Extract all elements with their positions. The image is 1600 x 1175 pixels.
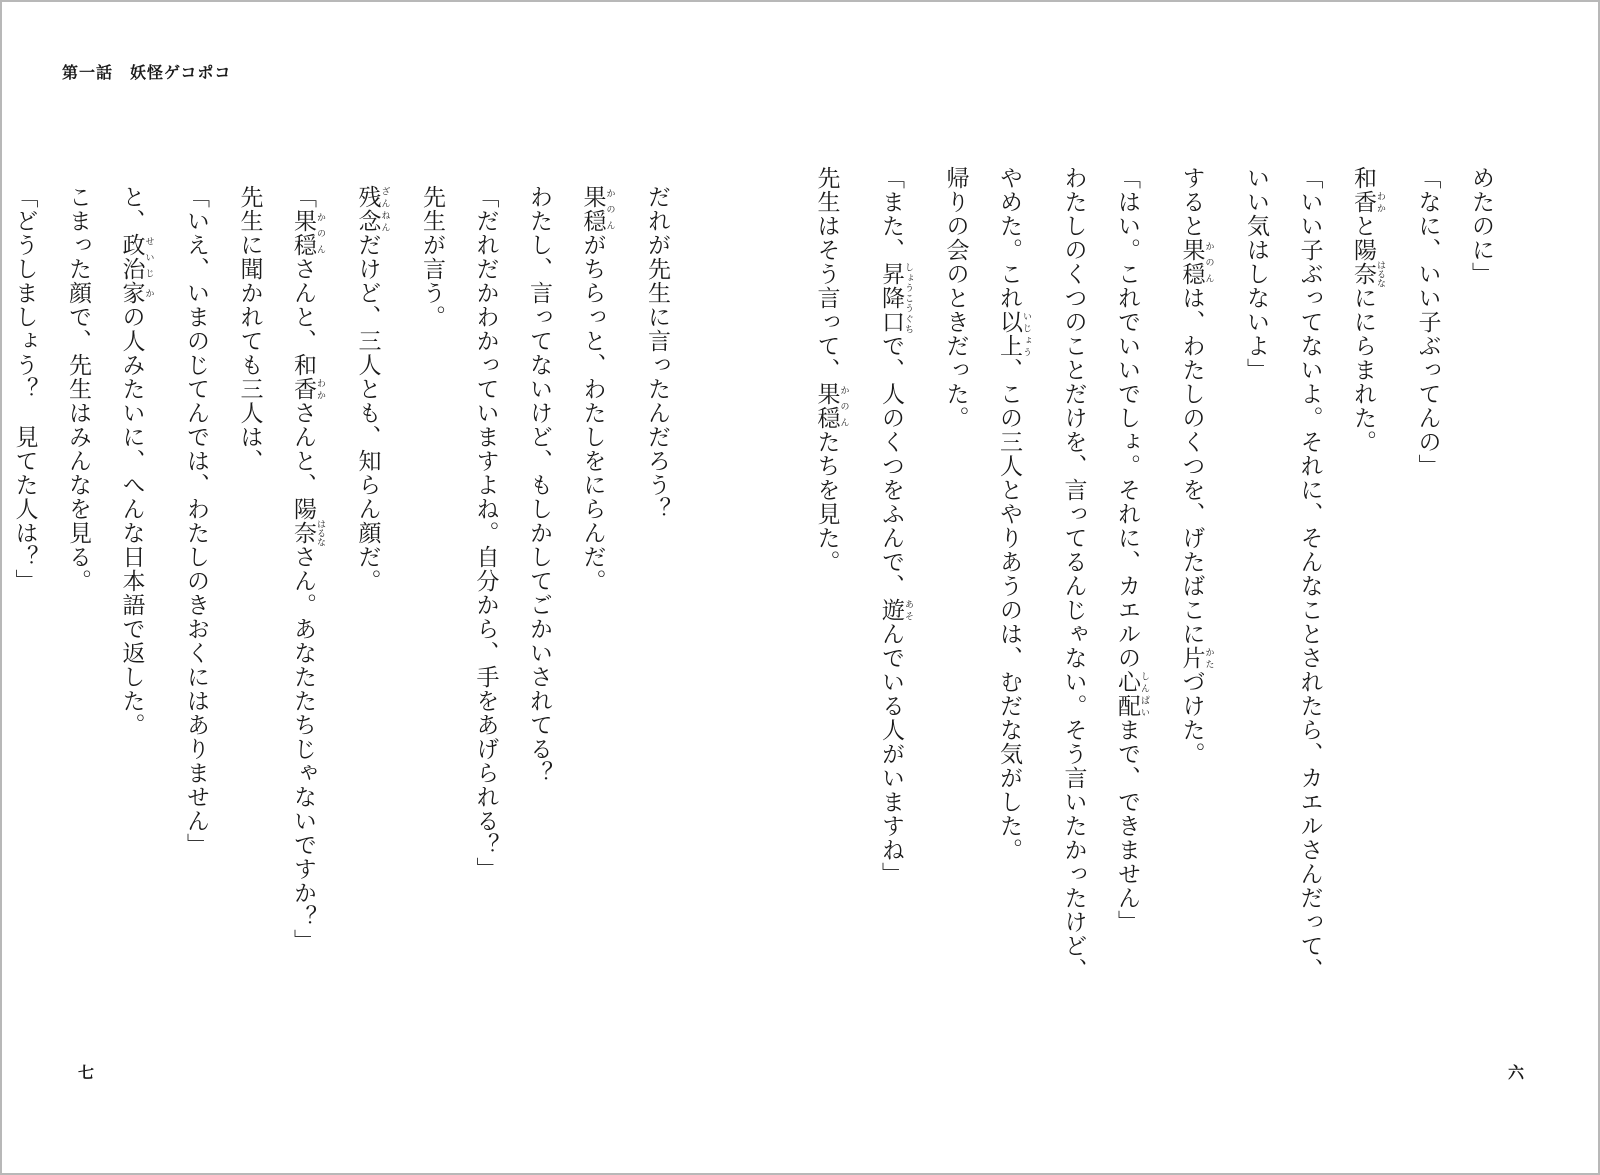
text-line: と、政治 せいじ家 かの人みたいに、へんな日本語で返した。 <box>118 185 154 737</box>
text-line: だれが先生に言ったんだろう？ <box>644 185 670 521</box>
chapter-number: 第一話 <box>62 63 114 82</box>
text-line: 「果穏 かのんさんと、和香 わかさんと、陽奈 はるなさん。あなたたちじゃないですか？」 <box>290 185 325 953</box>
text-line: 「なに、いい子ぶってんの」 <box>1414 166 1441 478</box>
right-page-text <box>813 166 1494 1046</box>
running-head <box>62 60 231 83</box>
text-line: すると果穏 かのんは、わたしのくつを、げたばこに片 かたづけた。 <box>1178 166 1214 766</box>
chapter-title: 妖怪ゲコポコ <box>130 63 232 82</box>
text-line: 先生に聞かれても三人は、 <box>236 185 263 473</box>
text-line: めたのに」 <box>1468 166 1494 286</box>
text-line: 「はい。これでいいでしょ。それに、カエルの心配 しんぱいまで、できません」 <box>1114 166 1149 934</box>
text-line: こまった顔で、先生はみんなを見る。 <box>65 185 91 593</box>
text-line: 「また、昇降口 しょうこうぐちで、人のくつをふんで、遊 あそんでいる人がいますね」 <box>878 166 913 886</box>
text-line: 和香 わかと陽奈 はるなににらまれた。 <box>1350 166 1385 454</box>
text-line: やめた。これ以上 いじょう、この三人とやりあうのは、むだな気がした。 <box>996 166 1031 862</box>
page-number-right: 六 <box>1508 1063 1525 1082</box>
text-line: 残念 ざんねんだけど、三人とも、知らん顔だ。 <box>354 185 390 593</box>
text-line: 帰りの会のときだった。 <box>942 166 969 430</box>
text-line: 果穏 かのんがちらっと、わたしをにらんだ。 <box>579 185 615 593</box>
left-page-text <box>11 185 670 1045</box>
text-line: わたし、言ってないけど、もしかしてごかいされてる？ <box>526 185 552 785</box>
text-line: 「いい子ぶってないよ。それに、そんなことされたら、カエルさんだって、 <box>1296 166 1323 982</box>
text-line: 先生はそう言って、果穏 かのんたちを見た。 <box>813 166 849 574</box>
text-line: 「だれだかわかっていますよね。自分から、手をあげられる？」 <box>472 185 499 881</box>
page-number-left: 七 <box>78 1063 95 1082</box>
text-line: わたしのくつのことだけを、言ってるんじゃない。そう言いたかったけど、 <box>1060 166 1087 982</box>
text-line: いい気はしないよ」 <box>1243 166 1269 382</box>
text-line: 「どうしましょう？ 見てた人は？」 <box>11 185 38 593</box>
text-line: 先生が言う。 <box>419 185 445 329</box>
text-line: 「いえ、いまのじてんでは、わたしのきおくにはありません」 <box>183 185 209 857</box>
